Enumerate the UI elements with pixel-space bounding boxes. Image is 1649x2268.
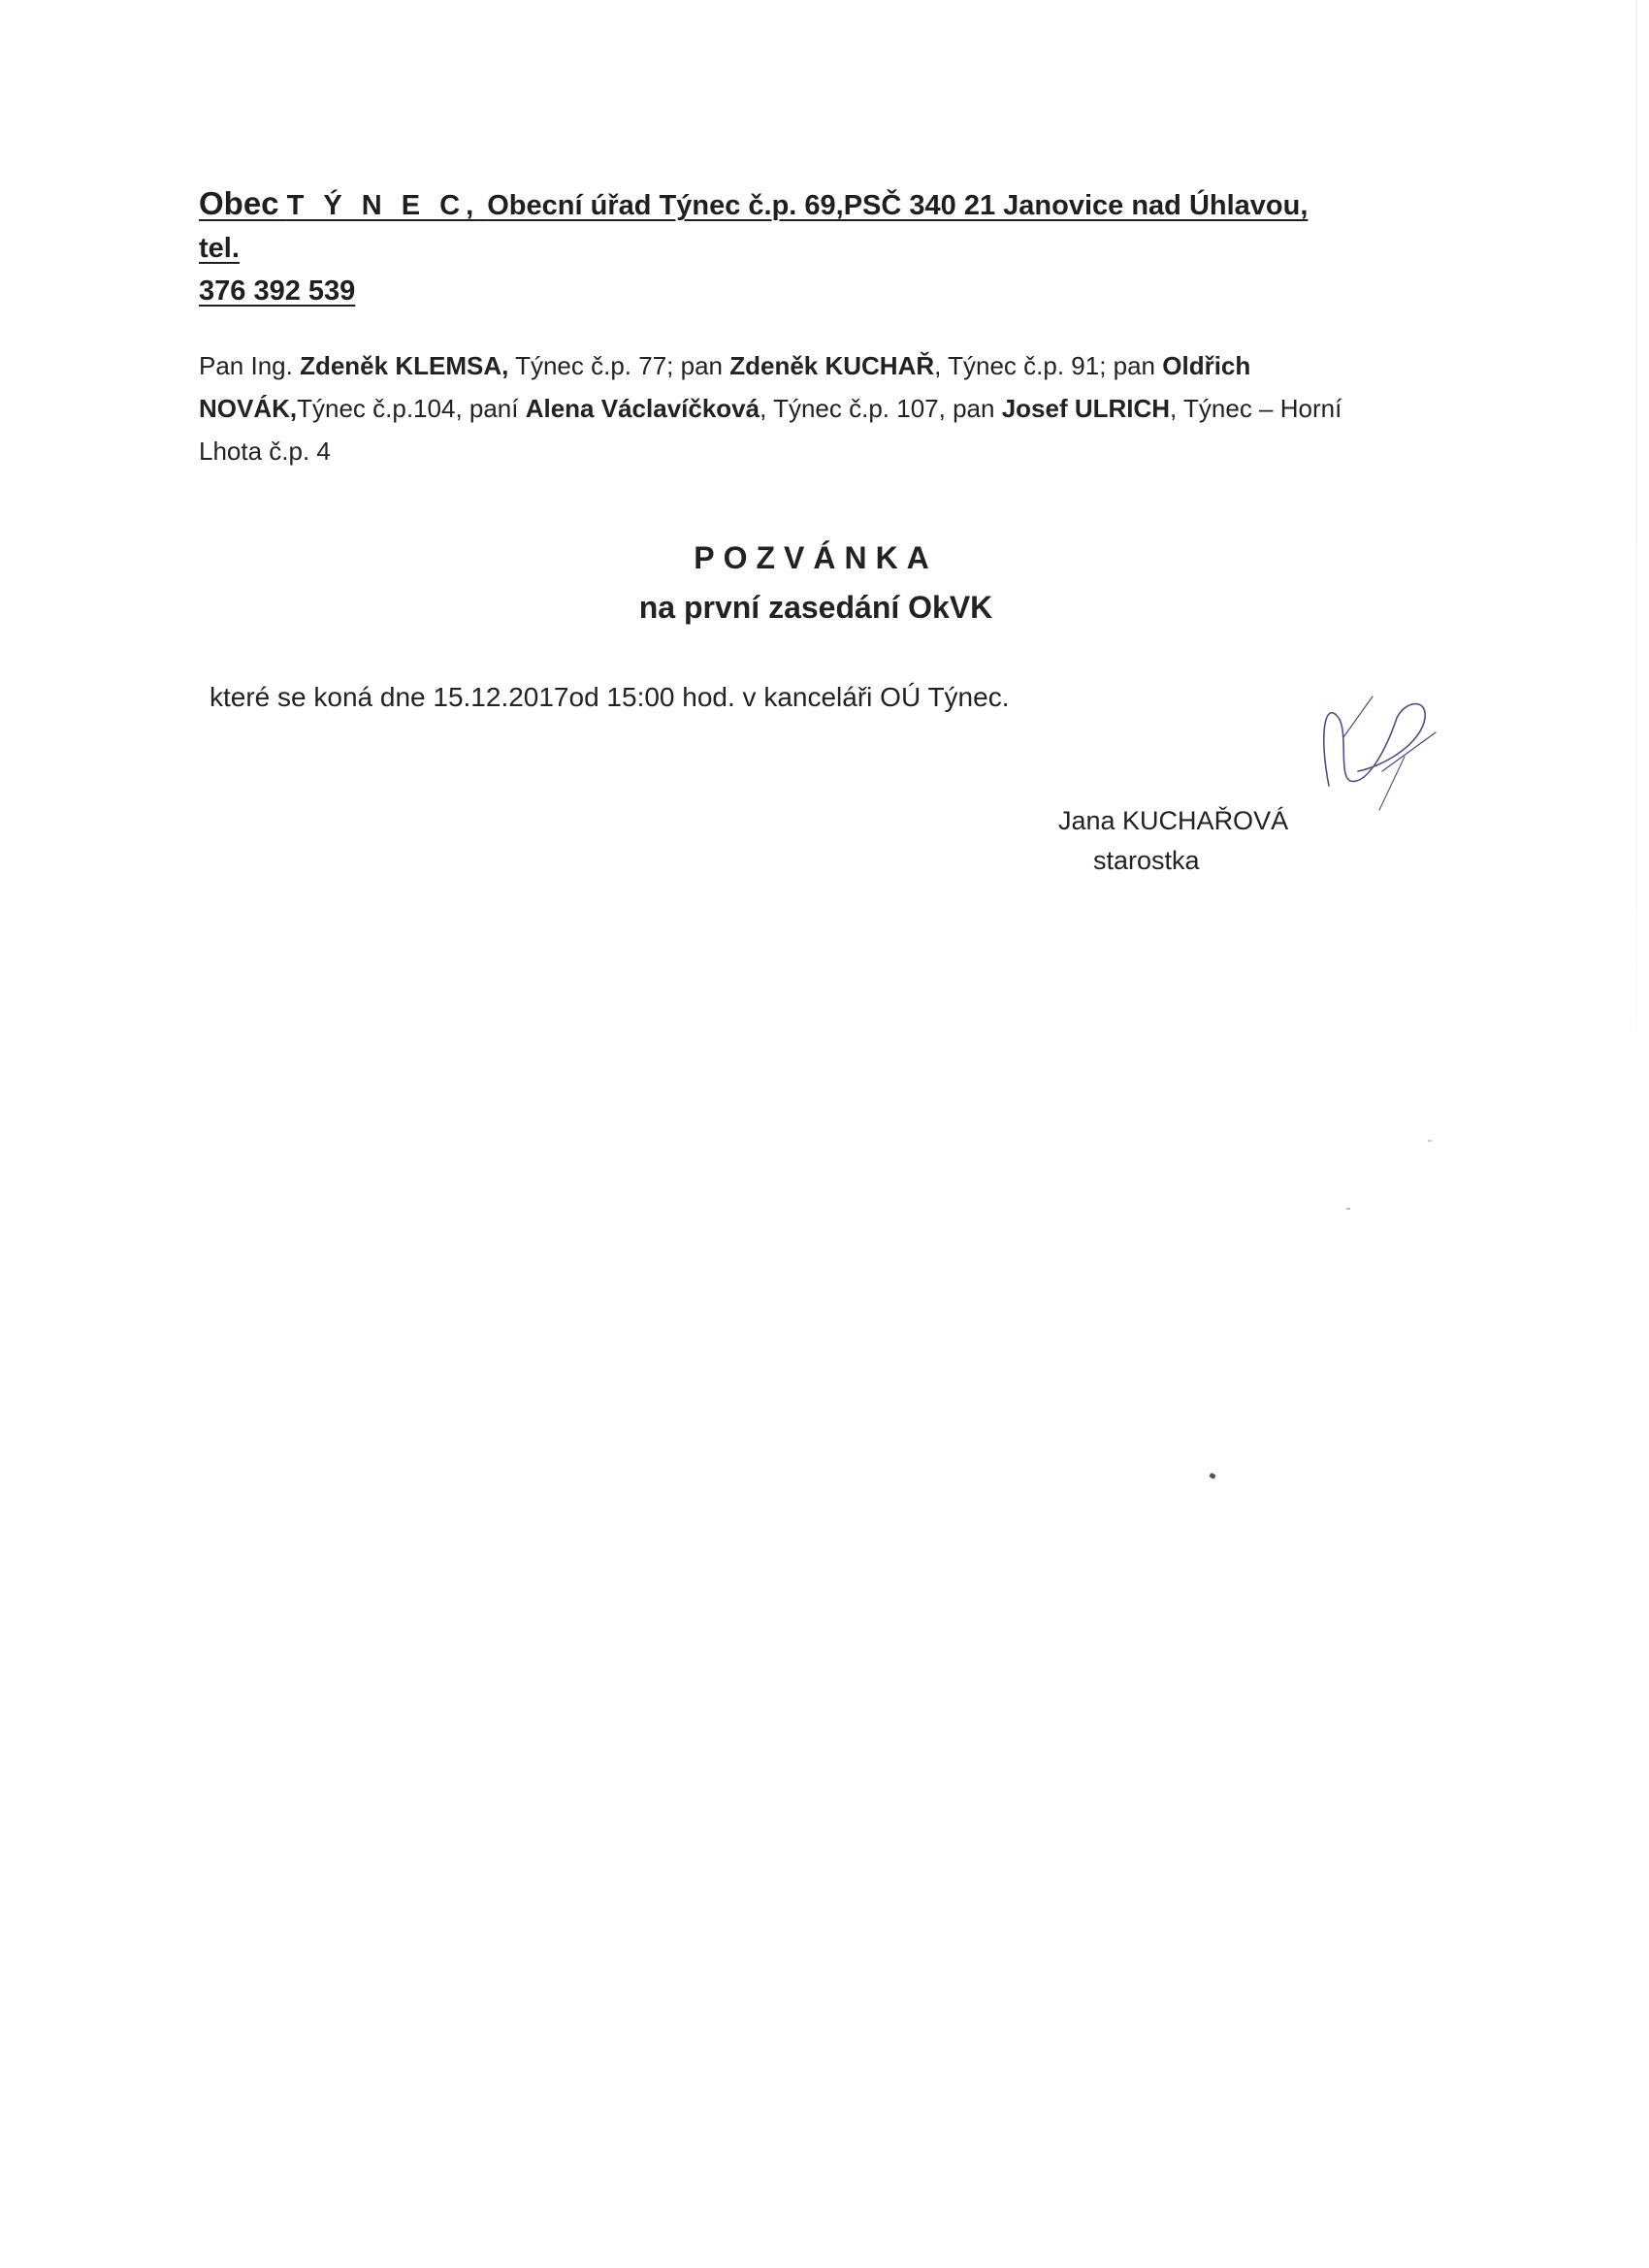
- recipient-name: Zdeněk KUCHAŘ: [729, 351, 935, 380]
- header-phone: 376 392 539: [199, 275, 356, 307]
- header-office-address: Obecní úřad Týnec č.p. 69,PSČ 340 21 Janovice nad Úhlavou, tel.: [199, 190, 1309, 264]
- recipients-list: [199, 344, 1392, 472]
- recipient-address: Týnec č.p. 77; pan: [508, 351, 730, 380]
- invitation-title: POZVÁNKA: [694, 540, 938, 575]
- recipient-address: , Týnec č.p. 91; pan: [934, 351, 1163, 380]
- header-tynec: T Ý N E C,: [286, 190, 480, 221]
- handwritten-signature: [1290, 679, 1445, 815]
- header-obec: Obec: [199, 185, 279, 221]
- scan-speck: [1346, 1208, 1350, 1210]
- signer-name: Jana KUCHAŘOVÁ: [1058, 806, 1289, 835]
- recipient-name: Oldřich NOVÁK,: [199, 351, 1251, 423]
- recipient-address: , Týnec č.p. 107, pan: [760, 394, 1002, 423]
- recipient-address: Týnec č.p.104, paní: [297, 394, 526, 423]
- recipient-name: Zdeněk KLEMSA,: [300, 351, 509, 380]
- invitation-subtitle: na první zasedání OkVK: [638, 590, 993, 625]
- scan-speck: [1209, 1473, 1216, 1479]
- scan-speck: [1428, 1140, 1432, 1142]
- recipient-name: Josef ULRICH: [1001, 394, 1171, 423]
- meeting-details: které se koná dne 15.12.2017od 15:00 hod. v kanceláři OÚ Týnec.: [210, 682, 1010, 712]
- recipient-name: Alena Václavíčková: [525, 394, 760, 423]
- scan-edge-shadow: [1635, 0, 1637, 1086]
- municipality-header: [199, 182, 1343, 312]
- recipient-prefix: Pan Ing.: [199, 351, 301, 380]
- signer-role: starostka: [1093, 846, 1200, 875]
- recipient-address: , Týnec – Horní Lhota č.p. 4: [199, 394, 1342, 466]
